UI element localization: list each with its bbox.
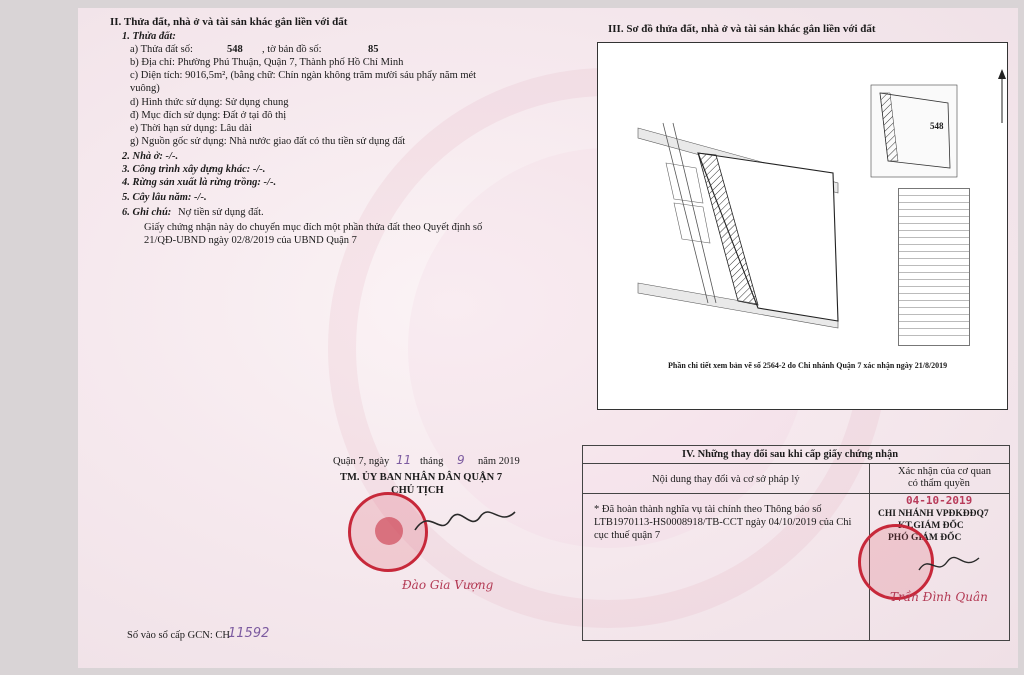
address-line: b) Địa chỉ: Phường Phú Thuận, Quận 7, Thành phố Hồ Chí Minh (130, 57, 404, 68)
west-lot-2 (674, 203, 710, 243)
parcel-number: 548 (227, 44, 243, 55)
note-label: 6. Ghi chú: (122, 207, 172, 218)
west-lot-1 (666, 163, 703, 203)
org-line-1: CHI NHÁNH VPĐKĐĐQ7 (878, 509, 989, 519)
confirmation-date-stamp: 04-10-2019 (906, 494, 973, 507)
map-sheet-number: 85 (368, 44, 379, 55)
org-line-2: KT.GIÁM ĐỐC (898, 521, 964, 531)
col2-header-2: có thẩm quyền (908, 478, 970, 489)
use-purpose-line: đ) Mục đích sử dụng: Đất ở tại đô thị (130, 110, 287, 121)
sign-year: năm 2019 (478, 456, 520, 467)
office-signer-name: Trần Đình Quân (890, 590, 988, 604)
chair-name: Đào Gia Vượng (402, 578, 494, 592)
section3-title: III. Sơ đồ thửa đất, nhà ở và tài sản khác gắn liền với đất (608, 23, 876, 35)
area-line-cont: vuông) (130, 83, 160, 94)
section4-title: IV. Những thay đổi sau khi cấp giấy chứng nhận (682, 449, 899, 460)
parcel-number-label: a) Thửa đất số: (130, 44, 193, 55)
change-entry-2: LTB1970113-HS0008918/TB-CCT ngày 04/10/2019 của Chi (594, 517, 852, 528)
forest-line: 4. Rừng sản xuất là rừng trồng: -/-. (122, 177, 277, 188)
use-term-line: e) Thời hạn sử dụng: Lâu dài (130, 123, 252, 134)
diagram-caption: Phần chi tiết xem bản vẽ số 2564-2 do Chi nhánh Quận 7 xác nhận ngày 21/8/2019 (668, 361, 948, 370)
note-line-2: 21/QĐ-UBND ngày 02/8/2019 của UBND Quận 7 (144, 235, 357, 246)
register-label: Số vào sổ cấp GCN: CH (127, 630, 230, 641)
sign-month: 9 (457, 453, 465, 467)
change-entry-1: * Đã hoàn thành nghĩa vụ tài chính theo Thông báo số (594, 504, 822, 515)
sign-month-label: tháng (420, 456, 444, 467)
register-number: 11592 (228, 626, 270, 641)
authority-title: TM. ỦY BAN NHÂN DÂN QUẬN 7 (340, 472, 503, 483)
sign-date-prefix: Quận 7, ngày (333, 456, 390, 467)
sign-day: 11 (396, 453, 412, 467)
office-signature (915, 550, 985, 578)
north-arrow-head-icon (998, 69, 1006, 79)
chair-title: CHỦ TỊCH (391, 485, 444, 496)
org-line-3: PHÓ GIÁM ĐỐC (888, 533, 962, 543)
use-origin-line: g) Nguồn gốc sử dụng: Nhà nước giao đất có thu tiền sử dụng đất (130, 136, 406, 147)
house-line: 2. Nhà ở: -/-. (122, 151, 179, 162)
chair-signature (410, 502, 520, 542)
col1-header: Nội dung thay đổi và cơ sở pháp lý (652, 474, 800, 485)
note-text: Nợ tiền sử dụng đất. (178, 207, 264, 218)
section2-title: II. Thửa đất, nhà ở và tài sản khác gắn liền với đất (110, 16, 348, 28)
inset-parcel-label: 548 (930, 121, 944, 131)
map-sheet-label: , tờ bản đồ số: (262, 44, 322, 55)
coordinate-table (898, 188, 970, 346)
note-line-1: Giấy chứng nhận này do chuyển mục đích một phần thửa đất theo Quyết định số (144, 222, 483, 233)
area-line: c) Diện tích: 9016,5m², (bằng chữ: Chín ngàn không trăm mười sáu phẩy năm mét (130, 70, 477, 81)
other-works-line: 3. Công trình xây dựng khác: -/-. (122, 164, 266, 175)
land-heading: 1. Thửa đất: (122, 31, 176, 42)
col2-header-1: Xác nhận của cơ quan (898, 466, 992, 477)
perennial-line: 5. Cây lâu năm: -/-. (122, 192, 207, 203)
use-form-line: d) Hình thức sử dụng: Sử dụng chung (130, 97, 289, 108)
change-entry-3: cục thuế quận 7 (594, 530, 661, 541)
